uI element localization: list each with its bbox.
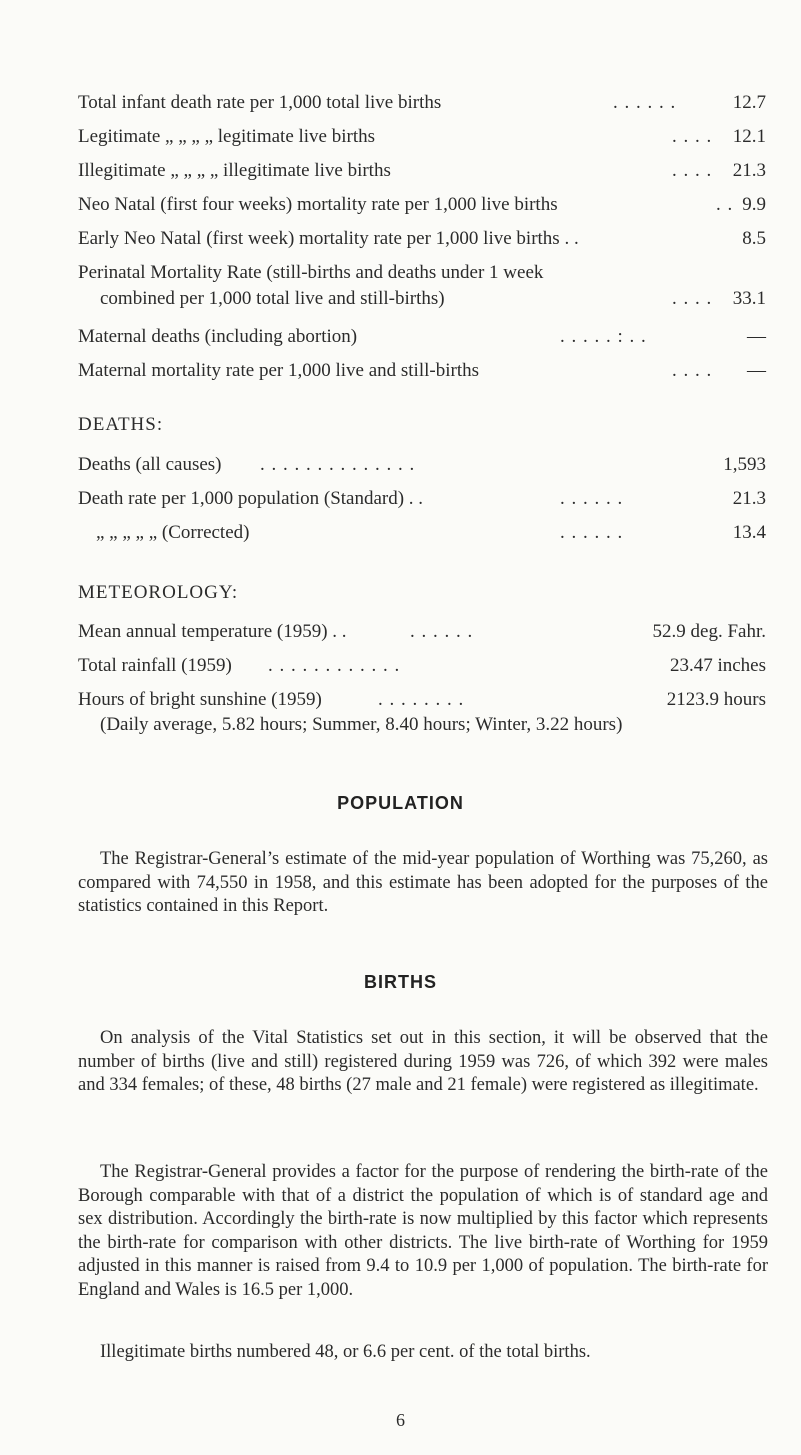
births-paragraph-2 (78, 1161, 768, 1302)
leader-dots: . . . . . . (410, 621, 474, 642)
perinatal-label-line2: combined per 1,000 total live and still-births) (100, 288, 445, 309)
leader-dots: . . . . . . . . . . . . (268, 655, 401, 676)
maternal-label: Maternal deaths (including abortion) (78, 326, 358, 347)
deaths-label: „ „ „ „ „ (Corrected) (96, 522, 250, 543)
rate-value: 9.9 (742, 194, 766, 215)
rate-value: 21.3 (732, 160, 766, 181)
maternal-row (78, 356, 766, 386)
perinatal-value: 33.1 (732, 288, 766, 309)
population-paragraph (78, 848, 768, 919)
deaths-value: 21.3 (732, 488, 766, 509)
deaths-row (78, 518, 766, 548)
rate-row (78, 190, 766, 220)
deaths-row (78, 484, 766, 514)
deaths-label: Death rate per 1,000 population (Standard) . . (78, 488, 424, 509)
meteorology-row (78, 651, 766, 681)
leader-dots: . . . . . : . . (560, 326, 647, 347)
meteorology-value: 52.9 deg. Fahr. (652, 621, 766, 642)
rate-label: Total infant death rate per 1,000 total live births (78, 92, 442, 113)
rate-label: Legitimate „ „ „ „ legitimate live births (78, 126, 376, 147)
maternal-value: — (747, 326, 766, 347)
population-text: The Registrar-General’s estimate of the mid-year population of Worthing was 75,260, as compared with 74,550 in 1958, and this estimate has been adopted for the purposes of the statistics contained in this Report. (78, 849, 768, 916)
rate-row (78, 88, 766, 118)
sunshine-daily-note: (Daily average, 5.82 hours; Summer, 8.40 hours; Winter, 3.22 hours) (100, 714, 623, 735)
leader-dots: . . . . (672, 288, 713, 309)
meteorology-row (78, 617, 766, 647)
deaths-label: Deaths (all causes) (78, 454, 222, 475)
leader-dots: . . (716, 194, 734, 215)
maternal-value: — (747, 360, 766, 381)
rate-value: 12.1 (732, 126, 766, 147)
rate-value: 12.7 (732, 92, 766, 113)
deaths-row (78, 450, 766, 480)
rate-row (78, 122, 766, 152)
meteorology-label: Mean annual temperature (1959) . . (78, 621, 347, 642)
rate-label: Early Neo Natal (first week) mortality rate per 1,000 live births . . (78, 228, 579, 249)
leader-dots: . . . . . . (560, 488, 624, 509)
sunshine-daily-note-row (100, 710, 766, 740)
maternal-row (78, 322, 766, 352)
meteorology-label: Total rainfall (1959) (78, 655, 232, 676)
rate-label: Neo Natal (first four weeks) mortality rate per 1,000 live births (78, 194, 558, 215)
maternal-label: Maternal mortality rate per 1,000 live and still-births (78, 360, 480, 381)
perinatal-row-line2 (78, 284, 766, 314)
meteorology-value: 2123.9 hours (666, 689, 766, 710)
births-paragraph-1 (78, 1027, 768, 1098)
rate-row (78, 156, 766, 186)
leader-dots: . . . . . . . . . . . . . . (260, 454, 416, 475)
leader-dots: . . . . (672, 126, 713, 147)
leader-dots: . . . . . . (613, 92, 677, 113)
meteorology-value: 23.47 inches (669, 655, 766, 676)
leader-dots: . . . . (672, 360, 713, 381)
births-title: BIRTHS (364, 972, 437, 992)
population-title: POPULATION (337, 793, 464, 813)
page-number: 6 (396, 1410, 405, 1430)
leader-dots: . . . . . . . . (378, 689, 465, 710)
meteorology-label: Hours of bright sunshine (1959) (78, 689, 322, 710)
deaths-heading: DEATHS: (78, 414, 164, 435)
births-text-3: Illegitimate births numbered 48, or 6.6 per cent. of the total births. (100, 1342, 591, 1362)
deaths-value: 1,593 (723, 454, 766, 475)
perinatal-label-line1: Perinatal Mortality Rate (still-births and deaths under 1 week (78, 262, 544, 283)
births-text-2: The Registrar-General provides a factor for the purpose of rendering the birth-rate of the Borough comparable with that of a district the population of which is of standard age and sex distribution. Accordingly the birth-rate is now multiplied by this factor which represents the birth-rate for comparison with other districts. The live birth-rate of Worthing for 1959 adjusted in this manner is raised from 9.4 to 10.9 per 1,000 of population. The birth-rate for England and Wales is 16.5 per 1,000. (78, 1162, 768, 1300)
leader-dots: . . . . . . (560, 522, 624, 543)
rate-row (78, 224, 766, 254)
rate-label: Illegitimate „ „ „ „ illegitimate live births (78, 160, 391, 181)
births-paragraph-3 (78, 1341, 768, 1365)
births-text-1: On analysis of the Vital Statistics set out in this section, it will be observed that the number of births (live and still) registered during 1959 was 726, of which 392 were males and 334 females; of these, 48 births (27 male and 21 female) were registered as illegitimate. (78, 1028, 768, 1095)
deaths-value: 13.4 (732, 522, 766, 543)
rate-value: 8.5 (742, 228, 766, 249)
meteorology-heading: METEOROLOGY: (78, 582, 239, 603)
leader-dots: . . . . (672, 160, 713, 181)
